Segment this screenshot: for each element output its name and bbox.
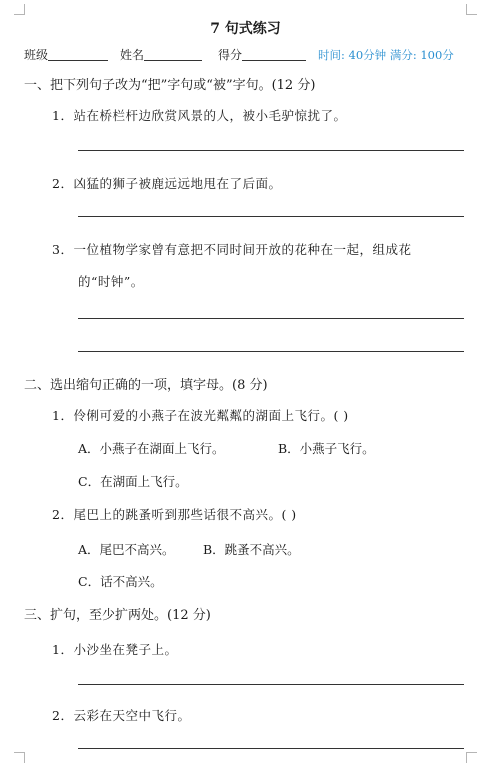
question-1-3: 3．一位植物学家曾有意把不同时间开放的花种在一起，组成花 (52, 242, 412, 257)
score-blank[interactable] (242, 48, 306, 61)
name-label: 姓名 (120, 48, 145, 62)
option-2-2-c[interactable]: C．话不高兴。 (78, 574, 163, 589)
question-3-2: 2．云彩在天空中飞行。 (52, 708, 191, 723)
name-blank[interactable] (144, 48, 202, 61)
answer-line[interactable] (78, 351, 464, 352)
crop-mark-top-left (14, 4, 25, 15)
option-2-1-c[interactable]: C．在湖面上飞行。 (78, 474, 188, 489)
question-1-1: 1．站在桥栏杆边欣赏风景的人，被小毛驴惊扰了。 (52, 108, 347, 123)
question-3-1: 1．小沙坐在凳子上。 (52, 642, 178, 657)
section-2-heading: 二、选出缩句正确的一项，填字母。(8 分) (24, 378, 268, 393)
class-label: 班级 (24, 48, 49, 62)
option-2-2-b[interactable]: B．跳蚤不高兴。 (203, 542, 300, 557)
page-title: 7 句式练习 (210, 21, 281, 37)
crop-mark-top-right (466, 4, 477, 15)
answer-line[interactable] (78, 150, 464, 151)
class-field[interactable] (24, 46, 108, 63)
option-2-2-a[interactable]: A．尾巴不高兴。 (78, 542, 175, 557)
option-2-1-a[interactable]: A．小燕子在湖面上飞行。 (78, 441, 225, 456)
time-info: 时间: 40分钟 满分: 100分 (318, 48, 454, 62)
question-1-2: 2．凶猛的狮子被鹿远远地甩在了后面。 (52, 176, 282, 191)
score-field[interactable] (218, 46, 306, 63)
question-2-2: 2．尾巴上的跳蚤听到那些话很不高兴。( ) (52, 507, 297, 522)
score-label: 得分 (218, 48, 243, 62)
question-1-3-cont: 的“时钟”。 (78, 274, 144, 289)
section-3-heading: 三、扩句，至少扩两处。(12 分) (24, 608, 211, 623)
answer-line[interactable] (78, 748, 464, 749)
answer-line[interactable] (78, 684, 464, 685)
crop-mark-bottom-left (14, 752, 25, 763)
answer-line[interactable] (78, 216, 464, 217)
answer-line[interactable] (78, 318, 464, 319)
option-2-1-b[interactable]: B．小燕子飞行。 (278, 441, 375, 456)
crop-mark-bottom-right (466, 752, 477, 763)
section-1-heading: 一、把下列句子改为“把”字句或“被”字句。(12 分) (24, 78, 316, 93)
class-blank[interactable] (48, 48, 108, 61)
question-2-1: 1．伶俐可爱的小燕子在波光粼粼的湖面上飞行。( ) (52, 408, 349, 423)
name-field[interactable] (120, 46, 202, 63)
